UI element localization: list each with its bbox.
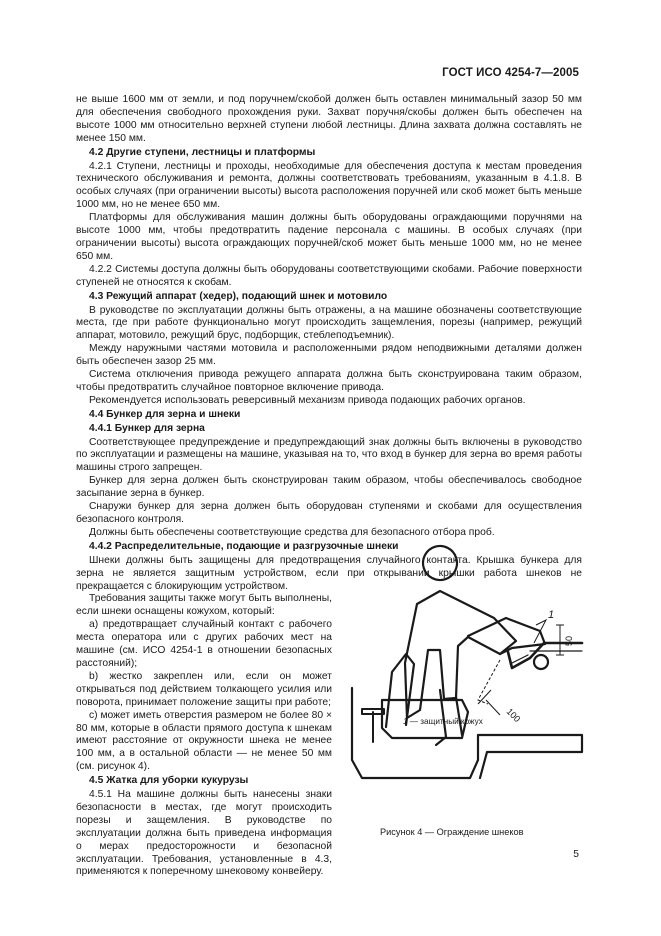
legend-text: — защитный кожух (407, 717, 483, 726)
dimension-100-label: 100 (504, 706, 523, 725)
paragraph-4-3-d: Рекомендуется использовать реверсивный механизм привода подающих рабочих органов. (89, 394, 526, 406)
list-item-b: b) жестко закреплен или, если он может открываться под действием толкающего усилия или поворота, принимает положение защиты при работе; (76, 670, 332, 708)
paragraph-4-4-2-a: Шнеки должны быть защищены для предотвращения случайного контакта. Крышка бункера для зерна не является защитным устройством, если при открывании крышки работа шнеков не прекращается с блокирующим устройством. (76, 554, 582, 592)
list-item-a: а) предотвращает случайный контакт с рабочего места оператора или с других рабочих мест на машине (см. ИСО 4254-1 в отношении безопасных расстояний); (76, 619, 332, 669)
page-number: 5 (573, 849, 579, 860)
paragraph-4-4-1-b: Бункер для зерна должен быть сконструирован таким образом, чтобы обеспечивалось свободное засыпание зерна в бункер. (76, 475, 582, 500)
paragraph-4-2-2: 4.2.2 Системы доступа должны быть оборудованы соответствующими скобами. Рабочие поверхности ступеней не относятся к скобам. (76, 263, 582, 288)
document-body (76, 94, 582, 879)
dimension-50-label: 50 (564, 635, 574, 646)
paragraph-4-4-1-a: Соответствующее предупреждение и предупреждающий знак должны быть включены в руководство по эксплуатации и размещены на машине, указывая на то, что вход в бункер для зерна во время работы машины строго запрещен. (76, 436, 582, 474)
paragraph-4-3-a: В руководстве по эксплуатации должны быть отражены, а на машине обозначены соответствующие места, где при работе функционально могут происходить защемления, порезы (например, режущий аппарат, мотовило, режущий брус, подборщик, стеблеподъемник). (76, 304, 582, 342)
paragraph-requirements: Требования защиты также могут быть выполнены, если шнеки оснащены кожухом, который: (76, 593, 332, 618)
paragraph-continuation: не выше 1600 мм от земли, и под поручнем/скобой должен быть оставлен минимальный зазор 50 мм для обеспечения свободного прохождения руки. Захват поручня/скобы должен быть обеспечен на высоте 1000 мм относительно верхней ступени любой лестницы. Длина захвата должна составлять не менее 150 мм. (76, 94, 582, 144)
callout-number: 1 (548, 609, 555, 621)
paragraph-4-3-c: Система отключения привода режущего аппарата должна быть сконструирована таким образом, чтобы предотвратить случайное повторное включение привода. (76, 369, 582, 393)
heading-4-4-2: 4.4.2 Распределительные, подающие и разгрузочные шнеки (89, 540, 399, 552)
heading-4-4-1: 4.4.1 Бункер для зерна (89, 422, 205, 434)
paragraph-4-5-1: 4.5.1 На машине должны быть нанесены знаки безопасности в местах, где могут происходить порезы и защемления. В руководстве по эксплуатации должна быть приведена информация о мерах предосторожности и безопасной эксплуатации. Требования, установленные в 4.3, применяются к поперечному шнековому конвейеру. (76, 789, 332, 878)
figure-caption: Рисунок 4 — Ограждение шнеков (380, 827, 524, 837)
standard-header: ГОСТ ИСО 4254-7—2005 (442, 67, 579, 79)
figure-legend (403, 717, 483, 726)
list-item-c: c) может иметь отверстия размером не более 80 × 80 мм, которые в области прямого доступа к шнекам имеют расстояние от окружности шнека не менее 100 мм, а в остальной области — не менее 50 мм (см. рисунок 4). (76, 709, 332, 773)
paragraph-platforms: Платформы для обслуживания машин должны быть оборудованы ограждающими поручнями на высоте 1000 мм, чтобы предотвратить падение персонала с машины. В особых случаях (при ограничении высоты) высота ограждающих поручней/скоб может быть меньше 1000 мм, но не менее 650 мм. (76, 212, 582, 262)
heading-4-2: 4.2 Другие ступени, лестницы и платформы (89, 146, 316, 158)
heading-4-4: 4.4 Бункер для зерна и шнеки (89, 408, 241, 420)
left-column (76, 593, 332, 879)
legend-number: 1 (403, 717, 408, 726)
paragraph-4-4-1-c: Снаружи бункер для зерна должен быть оборудован ступенями и скобами для осуществления безопасного контроля. (76, 501, 582, 525)
heading-4-5: 4.5 Жатка для уборки кукурузы (89, 775, 249, 787)
paragraph-4-4-1-d: Должны быть обеспечены соответствующие средства для безопасного отбора проб. (89, 526, 495, 538)
paragraph-4-2-1: 4.2.1 Ступени, лестницы и проходы, необходимые для обеспечения доступа к местам проведения технического обслуживания и ремонта, должны соответствовать требованиям, указанным в 4.1.8. В особых случаях (при ограничении высоты) высота расположения поручней или скоб может быть меньше 1000 мм, но не менее 650 мм. (76, 160, 582, 211)
heading-4-3: 4.3 Режущий аппарат (хедер), подающий шнек и мотовило (89, 290, 388, 302)
paragraph-4-3-b: Между наружными частями мотовила и расположенными рядом неподвижными деталями должен быть обеспечен зазор 25 мм. (76, 343, 582, 368)
